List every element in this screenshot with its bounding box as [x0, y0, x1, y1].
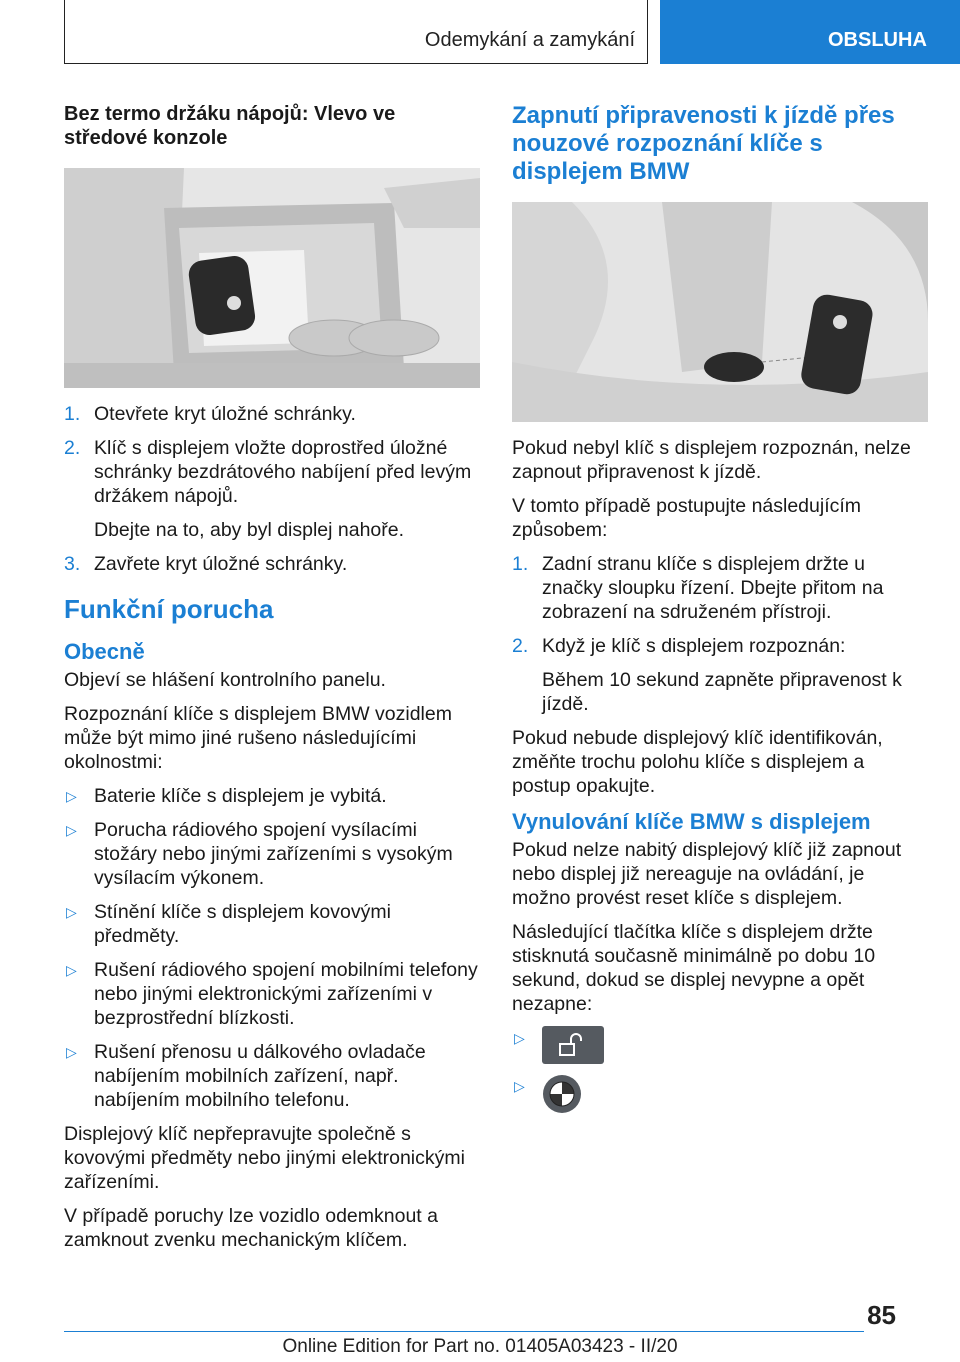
triangle-bullet-icon: ▷ — [66, 1044, 77, 1060]
paragraph: Displejový klíč nepřepravujte společně s kovovými předměty nebo jinými elektronickými zařízeními. — [64, 1123, 465, 1193]
steering-illustration-svg — [512, 202, 928, 422]
section-heading-malfunction: Funkční porucha — [64, 594, 274, 624]
paragraph: Rozpoznání klíče s displejem BMW vozidlem může být mimo jiné rušeno následujícími okolnostmi: — [64, 703, 452, 773]
console-illustration-svg — [64, 168, 480, 388]
triangle-bullet-icon: ▷ — [66, 822, 77, 838]
list-item: ▷ Stínění klíče s displejem kovovými předměty. — [66, 901, 391, 947]
subheading-reset: Vynulování klíče BMW s displejem — [512, 809, 871, 834]
triangle-bullet-icon: ▷ — [66, 962, 77, 978]
paragraph: V tomto případě postupujte následujícím způsobem: — [512, 495, 862, 541]
list-item: 2. Klíč s displejem vložte doprostřed úložné schránky bezdrátového nabíjení před levým držákem nápojů. Dbejte na to, aby byl displej nahoře. — [64, 437, 472, 541]
list-item: 3. Zavřete kryt úložné schránky. — [64, 553, 348, 575]
right-column — [512, 102, 928, 1124]
interference-list — [64, 784, 480, 1112]
left-column — [64, 102, 480, 1262]
triangle-bullet-icon: ▷ — [514, 1078, 525, 1094]
list-item — [512, 1026, 928, 1064]
page-number: 85 — [867, 1300, 896, 1330]
header-title-box — [64, 0, 648, 64]
paragraph: Objeví se hlášení kontrolního panelu. — [64, 669, 386, 691]
list-item: 1. Otevřete kryt úložné schránky. — [64, 403, 356, 425]
list-item — [512, 1074, 928, 1114]
section-heading-emergency: Zapnutí připravenosti k jízdě přes nouzové rozpoznání klíče s displejem BMW — [512, 102, 895, 185]
paragraph: Pokud nelze nabitý displejový klíč již zapnout nebo displej již nereaguje na ovládání, je možno provést reset klíče s displejem. — [512, 839, 902, 909]
list-item: 2. Když je klíč s displejem rozpoznán: Během 10 sekund zapněte připravenost k jízdě. — [512, 635, 902, 715]
list-item: ▷ Rušení rádiového spojení mobilními telefony nebo jinými elektronickými zařízeními v bezprostřední blízkosti. — [66, 959, 478, 1029]
chapter-badge: OBSLUHA — [660, 0, 960, 64]
paragraph: Pokud nebude displejový klíč identifikován, změňte trochu polohu klíče s displejem a postup opakujte. — [512, 727, 883, 797]
list-item: ▷ Baterie klíče s displejem je vybitá. — [66, 785, 387, 807]
left-steps — [64, 402, 480, 576]
section-title: Odemykání a zamykání — [424, 29, 635, 51]
list-item: 1. Zadní stranu klíče s displejem držte u značky sloupku řízení. Dbejte přitom na zobrazení na sdruženém přístroji. — [512, 553, 884, 623]
right-steps — [512, 552, 928, 716]
list-item: ▷ Rušení přenosu u dálkového ovladače nabíjením mobilních zařízení, např. nabíjením mobilního telefonu. — [66, 1041, 426, 1111]
reset-buttons-list — [512, 1026, 928, 1114]
list-item: ▷ Porucha rádiového spojení vysílacími stožáry nebo jinými zařízeními s vysokým vysílacím výkonem. — [66, 819, 453, 889]
steering-column-illustration — [512, 202, 928, 422]
subheading-general: Obecně — [64, 639, 145, 664]
triangle-bullet-icon: ▷ — [66, 904, 77, 920]
triangle-bullet-icon: ▷ — [66, 788, 77, 804]
edition-note: Online Edition for Part no. 01405A03423 - II/20 — [282, 1336, 678, 1357]
left-subtitle: Bez termo držáku nápojů: Vlevo ve středové konzole — [64, 103, 396, 149]
paragraph: Následující tlačítka klíče s displejem držte stisknutá současně minimálně po dobu 10 sekund, dokud se displej nevypne a opět nezapne: — [512, 921, 876, 1015]
triangle-bullet-icon: ▷ — [514, 1030, 525, 1046]
console-key-illustration — [64, 168, 480, 388]
bmw-logo-button-icon — [542, 1074, 582, 1114]
footer-divider — [64, 1331, 864, 1332]
paragraph: V případě poruchy lze vozidlo odemknout a zamknout zvenku mechanickým klíčem. — [64, 1205, 438, 1251]
unlock-button-icon — [542, 1026, 604, 1064]
paragraph: Pokud nebyl klíč s displejem rozpoznán, nelze zapnout připravenost k jízdě. — [512, 437, 911, 483]
